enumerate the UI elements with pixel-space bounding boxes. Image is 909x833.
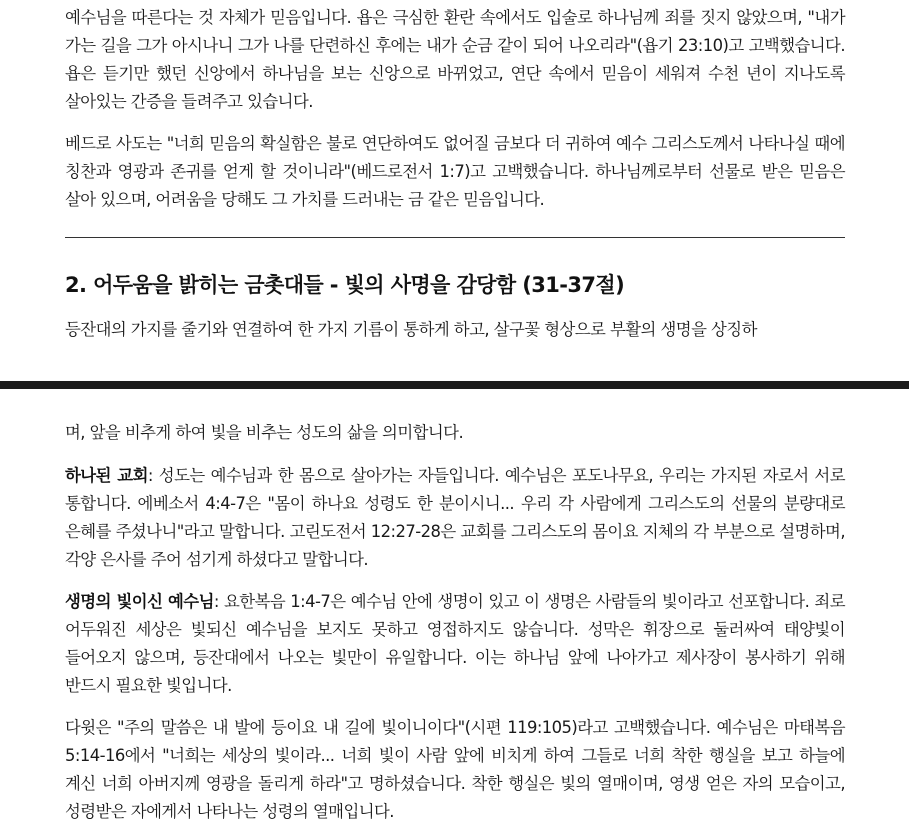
jesus-light-text: : 요한복음 1:4-7은 예수님 안에 생명이 있고 이 생명은 사람들의 빛이라고 선포합니다. 죄로 어두워진 세상은 빛되신 예수님을 보지도 못하고 영접하지도 않습니다. 성막은 휘장으로 둘러싸여 태양빛이 들어오지 않으며, 등잔대에서 나오는 빛만이 유일합니다. 이는 하나님 앞에 나아가고 제사장이 봉사하기 위해 반드시 필요한 빛입니다. bbox=[65, 592, 845, 695]
paragraph-lampstand-start: 등잔대의 가지를 줄기와 연결하여 한 가지 기름이 통하게 하고, 살구꽃 형상으로 부활의 생명을 상징하 bbox=[65, 320, 757, 339]
document-page-top bbox=[0, 0, 909, 381]
section-heading: 2. 어두움을 밝히는 금촛대들 - 빛의 사명을 감당함 (31-37절) bbox=[65, 273, 625, 297]
paragraph-jesus-light bbox=[65, 588, 845, 700]
paragraph-job-faith: 예수님을 따른다는 것 자체가 믿음입니다. 욥은 극심한 환란 속에서도 입술로 하나님께 죄를 짓지 않았으며, "내가 가는 길을 그가 아시나니 그가 나를 단련하신 후에는 내가 순금 같이 되어 나오리라"(욥기 23:10)고 고백했습니다. 욥은 듣기만 했던 신앙에서 하나님을 보는 신앙으로 바뀌었고, 연단 속에서 믿음이 세워져 수천 년이 지나도록 살아있는 간증을 들려주고 있습니다. bbox=[65, 8, 845, 111]
paragraph-david-word: 다윗은 "주의 말씀은 내 발에 등이요 내 길에 빛이니이다"(시편 119:105)라고 고백했습니다. 예수님은 마태복음 5:14-16에서 "너희는 세상의 빛이라... 너희 빛이 사람 앞에 비치게 하여 그들로 너희 착한 행실을 보고 하늘에 계신 너희 아버지께 영광을 돌리게 하라"고 명하셨습니다. 착한 행실은 빛의 열매이며, 영생 얻은 자의 모습이고, 성령받은 자에게서 나타나는 성령의 열매입니다. bbox=[65, 718, 845, 821]
united-church-label: 하나된 교회 bbox=[65, 466, 148, 485]
paragraph-united-church bbox=[65, 462, 845, 574]
paragraph-peter-faith: 베드로 사도는 "너희 믿음의 확실함은 불로 연단하여도 없어질 금보다 더 귀하여 예수 그리스도께서 나타나실 때에 칭찬과 영광과 존귀를 얻게 할 것이니라"(베드로전서 1:7)고 고백했습니다. 하나님께로부터 선물로 받은 믿음은 살아 있으며, 어려움을 당해도 그 가치를 드러내는 금 같은 믿음입니다. bbox=[65, 134, 845, 209]
united-church-text: : 성도는 예수님과 한 몸으로 살아가는 자들입니다. 예수님은 포도나무요, 우리는 가지된 자로서 서로 통합니다. 에베소서 4:4-7은 "몸이 하나요 성령도 한 분이시니... 우리 각 사람에게 그리스도의 선물의 분량대로 은혜를 주셨나니"라고 말합니다. 고린도전서 12:27-28은 교회를 그리스도의 몸이요 지체의 각 부분으로 설명하며, 각양 은사를 주어 섬기게 하셨다고 말합니다. bbox=[65, 466, 845, 569]
page-break-bar bbox=[0, 381, 909, 389]
jesus-light-label: 생명의 빛이신 예수님 bbox=[65, 592, 214, 611]
paragraph-lampstand-end: 며, 앞을 비추게 하여 빛을 비추는 성도의 삶을 의미합니다. bbox=[65, 423, 464, 442]
section-divider bbox=[65, 237, 845, 238]
document-page-bottom bbox=[0, 389, 909, 833]
